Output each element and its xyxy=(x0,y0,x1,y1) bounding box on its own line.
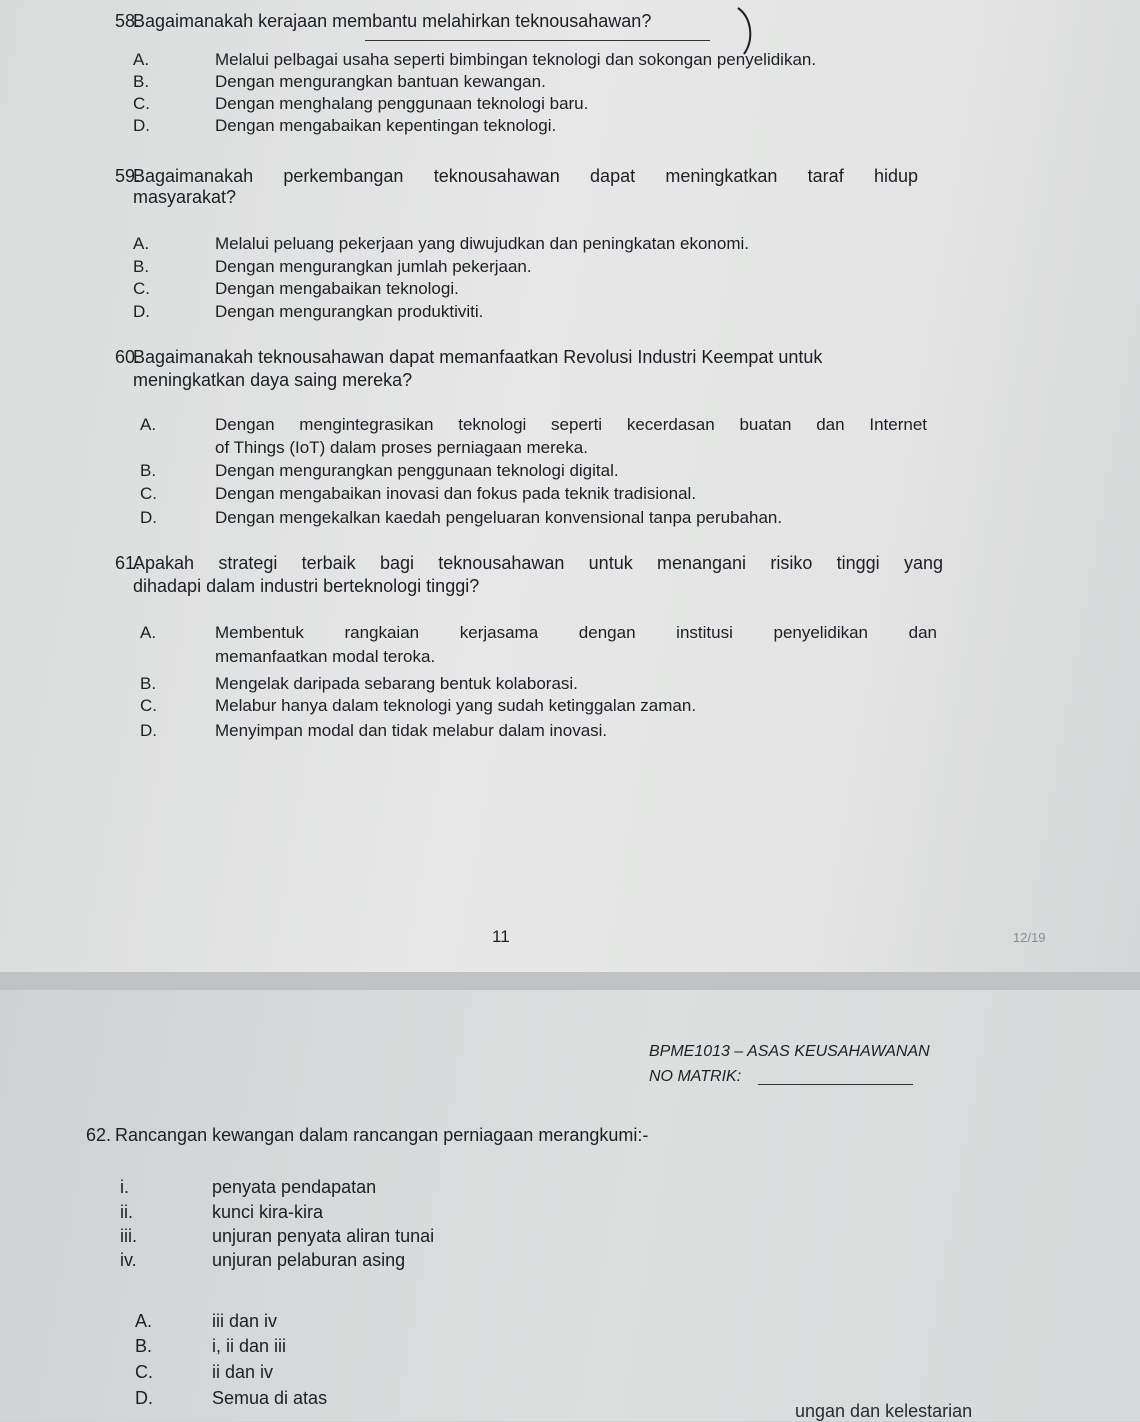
question-text: Bagaimanakah kerajaan membantu melahirkan teknousahawan? xyxy=(133,11,652,31)
option-text: Melalui pelbagai usaha seperti bimbingan teknologi dan sokongan penyelidikan. xyxy=(215,50,817,69)
option-letter: A. xyxy=(140,415,157,434)
option-text-line2: of Things (IoT) dalam proses perniagaan mereka. xyxy=(215,438,588,457)
option-text: Dengan mengabaikan inovasi dan fokus pada teknik tradisional. xyxy=(215,484,697,503)
q60-option-a[interactable] xyxy=(140,414,930,458)
option-letter: B. xyxy=(133,257,150,276)
option-text: Dengan mengabaikan teknologi. xyxy=(215,279,459,298)
option-text: Dengan mengabaikan kepentingan teknologi. xyxy=(215,116,557,135)
option-letter: A. xyxy=(133,234,150,253)
option-text: Melabur hanya dalam teknologi yang sudah ketinggalan zaman. xyxy=(215,696,697,715)
option-letter: D. xyxy=(140,508,157,527)
option-text: iii dan iv xyxy=(212,1311,278,1331)
option-letter: D. xyxy=(135,1388,153,1408)
exam-page-lower xyxy=(0,990,1140,1421)
option-text: Dengan mengurangkan penggunaan teknologi digital. xyxy=(215,461,619,480)
option-text-line1: Dengan mengintegrasikan teknologi seperti kecerdasan buatan dan Internet xyxy=(215,415,927,434)
question-text-line1: Bagaimanakah perkembangan teknousahawan dapat meningkatkan taraf hidup xyxy=(133,166,918,186)
option-text-line1: Membentuk rangkaian kerjasama dengan institusi penyelidikan dan xyxy=(215,623,937,642)
pdf-page-indicator: 12/19 xyxy=(1013,930,1046,945)
option-text: Mengelak daripada sebarang bentuk kolaborasi. xyxy=(215,674,578,693)
option-letter: C. xyxy=(133,279,150,298)
question-text-line1: Apakah strategi terbaik bagi teknousahawan untuk menangani risiko tinggi yang xyxy=(133,553,943,573)
option-letter: C. xyxy=(140,696,157,715)
item-text: unjuran pelaburan asing xyxy=(212,1250,406,1270)
course-header: BPME1013 – ASAS KEUSAHAWANAN xyxy=(649,1043,930,1060)
item-roman: iii. xyxy=(120,1226,137,1246)
option-letter: B. xyxy=(140,461,157,480)
option-letter: B. xyxy=(135,1336,153,1356)
question-60 xyxy=(115,346,935,396)
question-number: 59. xyxy=(115,166,141,186)
question-text-line1: Bagaimanakah teknousahawan dapat memanfaatkan Revolusi Industri Keempat untuk xyxy=(133,347,823,367)
question-text-line2: meningkatkan daya saing mereka? xyxy=(133,370,413,390)
option-letter: A. xyxy=(133,50,150,69)
option-text: Dengan mengekalkan kaedah pengeluaran konvensional tanpa perubahan. xyxy=(215,508,783,527)
question-text-line2: masyarakat? xyxy=(133,187,237,207)
option-text: i, ii dan iii xyxy=(212,1336,287,1356)
option-letter: C. xyxy=(135,1362,153,1382)
question-number: 58. xyxy=(115,11,141,31)
option-text: ii dan iv xyxy=(212,1362,274,1382)
option-text: Dengan mengurangkan jumlah pekerjaan. xyxy=(215,257,532,276)
item-roman: ii. xyxy=(120,1202,133,1222)
option-letter: A. xyxy=(140,623,157,642)
option-text: Dengan mengurangkan bantuan kewangan. xyxy=(215,72,546,91)
option-text: Melalui peluang pekerjaan yang diwujudkan dan peningkatan ekonomi. xyxy=(215,234,749,253)
question-text-line2: dihadapi dalam industri berteknologi tinggi? xyxy=(133,576,480,596)
option-text: Dengan menghalang penggunaan teknologi baru. xyxy=(215,94,589,113)
option-text: Semua di atas xyxy=(212,1388,328,1408)
matric-blank[interactable] xyxy=(758,1084,913,1085)
item-roman: i. xyxy=(120,1177,129,1197)
question-59 xyxy=(115,165,920,215)
option-letter: B. xyxy=(140,674,157,693)
page-gap xyxy=(0,972,1140,990)
item-text: unjuran penyata aliran tunai xyxy=(212,1226,435,1246)
cutoff-text: ungan dan kelestarian xyxy=(795,1401,973,1421)
option-letter: B. xyxy=(133,72,150,91)
question-text: Rancangan kewangan dalam rancangan perniagaan merangkumi:- xyxy=(115,1125,649,1145)
option-letter: A. xyxy=(135,1311,153,1331)
question-number: 62. xyxy=(86,1125,112,1145)
item-roman: iv. xyxy=(120,1250,137,1270)
item-text: penyata pendapatan xyxy=(212,1177,377,1197)
option-text: Menyimpan modal dan tidak melabur dalam inovasi. xyxy=(215,721,608,740)
page-number: 11 xyxy=(492,927,510,946)
pen-underline xyxy=(365,40,710,41)
question-number: 61. xyxy=(115,553,141,573)
option-text: Dengan mengurangkan produktiviti. xyxy=(215,302,484,321)
q61-option-a[interactable] xyxy=(140,622,940,666)
question-61 xyxy=(115,552,945,602)
matric-label: NO MATRIK: xyxy=(649,1068,742,1085)
item-text: kunci kira-kira xyxy=(212,1202,324,1222)
option-letter: D. xyxy=(140,721,157,740)
question-number: 60. xyxy=(115,347,141,367)
option-letter: D. xyxy=(133,116,150,135)
option-letter: D. xyxy=(133,302,150,321)
option-letter: C. xyxy=(133,94,150,113)
option-letter: C. xyxy=(140,484,157,503)
option-text-line2: memanfaatkan modal teroka. xyxy=(215,647,436,666)
